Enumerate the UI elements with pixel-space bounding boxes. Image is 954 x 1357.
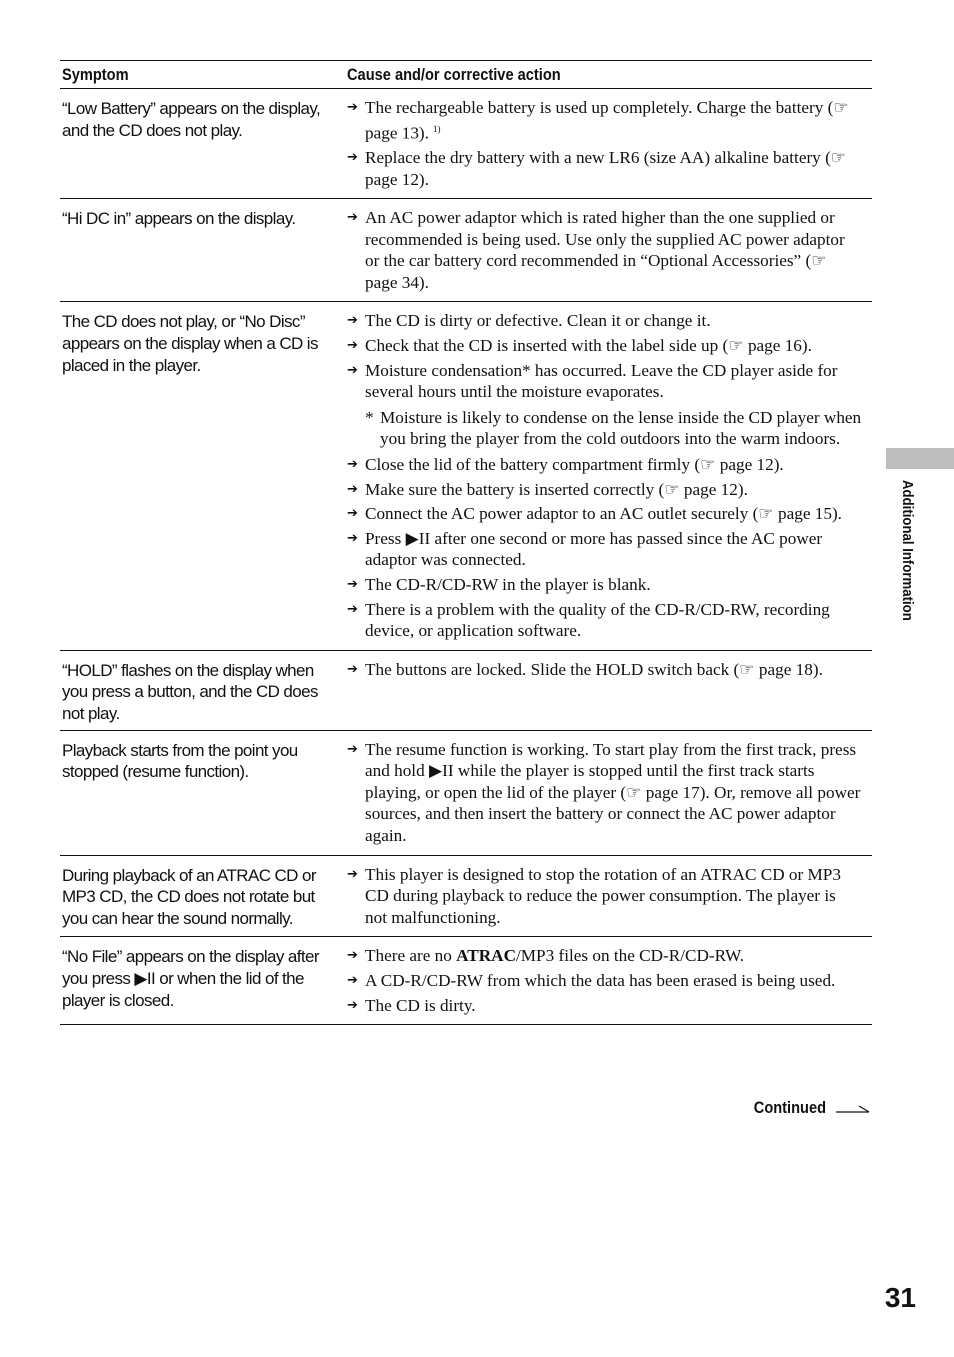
cause-item: ➔ The resume function is working. To start play from the first track, press and hold ▶II while the player is stopped until the first track starts playing, or open the lid of the player (☞ page 17). Or, remove all power sources, and then insert the battery or connect the AC power adaptor again.	[347, 739, 861, 845]
arrow-icon: ➔	[347, 210, 358, 226]
cause-item: ➔ This player is designed to stop the rotation of an ATRAC CD or MP3 CD during playback to reduce the power consumption. The player is not malfunctioning.	[347, 864, 841, 927]
arrow-icon: ➔	[347, 661, 358, 677]
table-row	[60, 302, 872, 650]
cause-item: ➔ The CD is dirty or defective. Clean it or change it.	[347, 311, 711, 331]
troubleshooting-table	[60, 60, 872, 1025]
symptom-cell: The CD does not play, or “No Disc” appears on the display when a CD is placed in the player.	[60, 302, 343, 650]
symptom-cell: Playback starts from the point you stopped (resume function).	[60, 730, 343, 855]
symptom-cell: “Hi DC in” appears on the display.	[60, 199, 343, 302]
cause-item: ➔ Close the lid of the battery compartment firmly (☞ page 12).	[347, 455, 784, 475]
table-row	[60, 855, 872, 937]
arrow-icon: ➔	[347, 100, 358, 115]
arrow-icon: ➔	[347, 481, 358, 497]
cause-item: ➔ The buttons are locked. Slide the HOLD switch back (☞ page 18).	[347, 659, 823, 679]
symptom-cell: “HOLD” flashes on the display when you press a button, and the CD does not play.	[60, 650, 343, 730]
continued-label: Continued	[753, 1098, 827, 1117]
arrow-icon: ➔	[347, 741, 358, 757]
arrow-icon: ➔	[347, 313, 358, 329]
table-row	[60, 199, 872, 302]
arrow-icon: ➔	[347, 457, 358, 473]
arrow-icon: ➔	[347, 362, 358, 378]
symptom-cell: “No File” appears on the display after you press ▶II or when the lid of the player is closed.	[60, 937, 343, 1025]
arrow-icon: ➔	[347, 506, 358, 522]
cause-item: ➔ Press ▶II after one second or more has passed since the AC power adaptor was connected.	[347, 528, 823, 570]
arrow-icon: ➔	[347, 601, 358, 617]
cause-item: ➔ Moisture condensation* has occurred. Leave the CD player aside for several hours until the moisture evaporates.	[347, 360, 838, 402]
section-side-label: Additional Information	[899, 480, 916, 621]
table-row	[60, 650, 872, 730]
cause-item: ➔ Connect the AC power adaptor to an AC outlet securely (☞ page 15).	[347, 504, 842, 524]
page-number: 31	[884, 1282, 916, 1313]
cause-item: ➔ An AC power adaptor which is rated higher than the one supplied or recommended is being used. Use only the supplied AC power adaptor or the car battery cord recommended in “Optional Accessories” (☞ page 34).	[347, 208, 845, 292]
section-tab-marker	[886, 448, 954, 469]
arrow-icon: ➔	[347, 338, 358, 354]
continued-arrow-icon	[835, 1104, 871, 1114]
cause-item: ➔ A CD-R/CD-RW from which the data has been erased is being used.	[347, 970, 836, 990]
cause-item: ➔ The CD is dirty.	[347, 995, 476, 1015]
arrow-icon: ➔	[347, 149, 358, 165]
moisture-note: * Moisture is likely to condense on the lense inside the CD player when you bring the player from the cold outdoors into the warm indoors.	[365, 407, 862, 449]
arrow-icon: ➔	[347, 972, 358, 988]
table-row	[60, 89, 872, 199]
footnote-mark: 1)	[432, 123, 441, 134]
cause-item: ➔ Make sure the battery is inserted correctly (☞ page 12).	[347, 479, 748, 499]
cause-item: ➔ Replace the dry battery with a new LR6 (size AA) alkaline battery (☞ page 12).	[347, 147, 847, 189]
arrow-icon: ➔	[347, 866, 358, 882]
table-row	[60, 937, 872, 1025]
table-header-row	[60, 61, 872, 89]
arrow-icon: ➔	[347, 577, 358, 593]
cause-cell	[343, 199, 872, 302]
symptom-cell: During playback of an ATRAC CD or MP3 CD, the CD does not rotate but you can hear the sound normally.	[60, 855, 343, 937]
continued-indicator	[742, 1098, 871, 1118]
cause-item: ➔ The CD-R/CD-RW in the player is blank.	[347, 575, 651, 595]
arrow-icon: ➔	[347, 997, 358, 1013]
symptom-column-header: Symptom	[60, 61, 343, 89]
note-asterisk: *	[365, 407, 374, 427]
cause-cell	[343, 302, 872, 650]
table-row	[60, 730, 872, 855]
cause-cell	[343, 937, 872, 1025]
cause-item: ➔ Check that the CD is inserted with the label side up (☞ page 16).	[347, 336, 812, 356]
cause-item: ➔ There is a problem with the quality of the CD-R/CD-RW, recording device, or application software.	[347, 599, 830, 641]
cause-column-header: Cause and/or corrective action	[343, 61, 872, 89]
symptom-cell: “Low Battery” appears on the display, and the CD does not play.	[60, 89, 343, 199]
atrac-bold-text: ATRAC	[456, 946, 516, 966]
cause-cell	[343, 89, 872, 199]
cause-cell	[343, 650, 872, 730]
arrow-icon: ➔	[347, 530, 358, 546]
troubleshooting-table-container	[60, 60, 872, 1025]
cause-cell	[343, 855, 872, 937]
cause-item: ➔ The rechargeable battery is used up completely. Charge the battery (☞ page 13). $^{1)}$	[347, 98, 849, 143]
arrow-icon: ➔	[347, 948, 358, 964]
cause-cell	[343, 730, 872, 855]
cause-item: ➔ There are no ATRAC/MP3 files on the CD-R/CD-RW.	[347, 946, 745, 966]
